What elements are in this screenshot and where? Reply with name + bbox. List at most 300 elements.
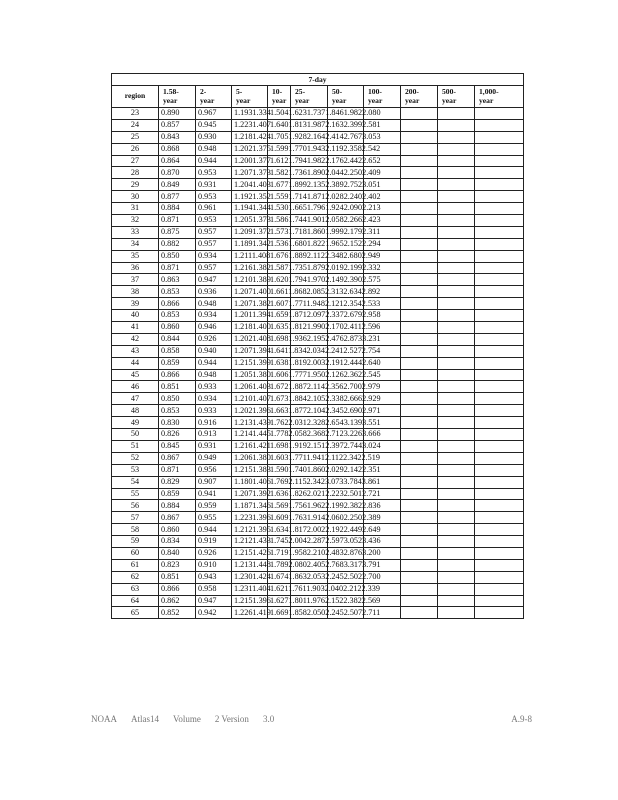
value-cell [438,310,475,322]
value-cell [475,512,524,524]
value-cell [401,488,438,500]
table-row [112,583,524,595]
region-cell: 56 [112,500,159,512]
value-cell: 1.2071.394 [232,345,268,357]
value-cell [401,131,438,143]
value-cell: 0.957 [196,262,232,274]
value-cell: 1.6981.9362.1952.4762.8733.231 [268,333,291,345]
value-cell: 0.823 [159,559,196,571]
table-row [112,143,524,155]
value-cell: 0.843 [159,131,196,143]
value-cell [438,595,475,607]
header-return-period [438,86,475,108]
region-cell: 59 [112,536,159,548]
value-cell [475,345,524,357]
value-cell [475,333,524,345]
value-cell: 1.6201.7941.9702.1492.3902.575 [268,274,291,286]
header-label: year [332,95,347,105]
region-cell: 35 [112,250,159,262]
value-cell [438,298,475,310]
footer-text: Volume [173,714,201,724]
table-row [112,345,524,357]
table-header-row [112,86,524,108]
table-row [112,500,524,512]
value-cell: 0.871 [159,262,196,274]
value-cell [475,452,524,464]
value-cell: 0.840 [159,547,196,559]
table-row [112,262,524,274]
table-title-row [112,74,524,86]
value-cell: 1.6091.7631.9142.0602.2502.389 [268,512,291,524]
value-cell: 1.5301.6651.7961.9242.0902.213 [268,203,291,215]
value-cell: 1.5901.7401.8602.0292.1422.351 [268,464,291,476]
value-cell: 1.2041.403 [232,179,268,191]
value-cell: 0.864 [159,155,196,167]
table-row [112,286,524,298]
value-cell [401,238,438,250]
value-cell: 0.866 [159,369,196,381]
value-cell [401,607,438,619]
value-cell [438,536,475,548]
table-row [112,559,524,571]
value-cell: 0.851 [159,571,196,583]
value-cell [438,476,475,488]
value-cell: 0.852 [159,607,196,619]
value-cell: 1.5041.6231.7371.8461.9822.080 [268,108,291,120]
value-cell [401,167,438,179]
value-cell [438,345,475,357]
header-label: 50- [332,86,343,96]
value-cell: 0.956 [196,464,232,476]
value-cell: 1.5871.7351.8792.0192.1992.332 [268,262,291,274]
value-cell: 1.2051.373 [232,215,268,227]
region-cell: 57 [112,512,159,524]
value-cell: 0.910 [196,559,232,571]
value-cell [438,179,475,191]
region-cell: 31 [112,203,159,215]
value-cell: 1.6631.8772.1042.3452.6902.971 [268,405,291,417]
value-cell: 0.931 [196,179,232,191]
value-cell [401,512,438,524]
value-cell [475,155,524,167]
value-cell: 1.7452.0042.2872.5973.0523.436 [268,536,291,548]
value-cell: 0.850 [159,250,196,262]
value-cell [475,167,524,179]
value-cell: 1.2181.400 [232,322,268,334]
header-return-period [196,86,232,108]
value-cell: 1.2131.439 [232,417,268,429]
value-cell [438,203,475,215]
region-cell: 41 [112,322,159,334]
value-cell [438,440,475,452]
value-cell: 0.944 [196,524,232,536]
table-row [112,191,524,203]
value-cell [438,452,475,464]
value-cell [438,250,475,262]
table-row [112,357,524,369]
region-cell: 38 [112,286,159,298]
table-row [112,536,524,548]
value-cell [475,369,524,381]
value-cell: 1.2131.448 [232,559,268,571]
value-cell: 1.6071.7711.9482.1212.3542.533 [268,298,291,310]
region-cell: 29 [112,179,159,191]
value-cell [438,500,475,512]
value-cell [438,464,475,476]
footer-text: 2 Version [214,714,249,724]
value-cell [475,547,524,559]
value-cell: 1.2021.375 [232,143,268,155]
value-cell: 1.6341.8172.0022.1922.4492.649 [268,524,291,536]
region-cell: 25 [112,131,159,143]
table-row [112,108,524,120]
table-row [112,226,524,238]
value-cell: 1.2061.380 [232,452,268,464]
value-cell: 0.945 [196,119,232,131]
region-cell: 51 [112,440,159,452]
value-cell: 0.830 [159,417,196,429]
value-cell: 0.870 [159,167,196,179]
region-cell: 37 [112,274,159,286]
value-cell [401,583,438,595]
header-label: year [200,95,215,105]
value-cell [438,369,475,381]
header-label: 200- [405,86,419,96]
value-cell: 1.6771.8992.1352.3892.7523.051 [268,179,291,191]
value-cell: 0.934 [196,250,232,262]
value-cell [475,524,524,536]
value-cell: 0.875 [159,226,196,238]
value-cell: 0.953 [196,191,232,203]
value-cell [401,108,438,120]
value-cell: 0.947 [196,274,232,286]
value-cell [401,274,438,286]
value-cell [475,440,524,452]
region-cell: 52 [112,452,159,464]
value-cell [401,547,438,559]
region-cell: 49 [112,417,159,429]
value-cell: 1.7191.9582.2102.4832.8763.200 [268,547,291,559]
table-row [112,215,524,227]
value-cell [401,524,438,536]
value-cell: 1.7782.0582.3682.7123.2263.666 [268,429,291,441]
value-cell [401,191,438,203]
value-cell [475,108,524,120]
value-cell: 0.916 [196,417,232,429]
value-cell: 0.829 [159,476,196,488]
value-cell: 1.6271.8011.9762.1522.3822.569 [268,595,291,607]
value-cell: 1.1891.342 [232,238,268,250]
region-cell: 30 [112,191,159,203]
value-cell: 0.919 [196,536,232,548]
header-return-period [364,86,401,108]
value-cell [475,310,524,322]
value-cell [475,405,524,417]
header-label: year [236,95,251,105]
value-cell: 0.946 [196,322,232,334]
value-cell [401,203,438,215]
value-cell: 0.826 [159,429,196,441]
value-cell [475,179,524,191]
value-cell: 1.2261.419 [232,607,268,619]
value-cell [475,464,524,476]
value-cell [401,536,438,548]
value-cell [438,357,475,369]
value-cell: 0.871 [159,464,196,476]
value-cell: 0.862 [159,595,196,607]
value-cell: 1.6061.7771.9502.1262.3622.545 [268,369,291,381]
value-cell [401,333,438,345]
value-cell: 1.1931.334 [232,108,268,120]
header-return-period [232,86,268,108]
header-label: 10- [272,86,283,96]
value-cell [475,500,524,512]
region-cell: 61 [112,559,159,571]
value-cell [475,238,524,250]
value-cell [401,429,438,441]
region-cell: 27 [112,155,159,167]
value-cell: 1.1871.346 [232,500,268,512]
value-cell [401,381,438,393]
value-cell: 0.860 [159,524,196,536]
region-cell: 43 [112,345,159,357]
value-cell: 1.5361.6801.8221.9652.1522.294 [268,238,291,250]
table-row [112,298,524,310]
value-cell: 1.2151.396 [232,595,268,607]
value-cell [401,250,438,262]
value-cell [475,286,524,298]
region-cell: 60 [112,547,159,559]
value-cell [438,559,475,571]
value-cell: 0.859 [159,488,196,500]
value-cell: 0.834 [159,536,196,548]
region-cell: 34 [112,238,159,250]
value-cell: 1.2071.392 [232,488,268,500]
value-cell: 1.6741.8632.0532.2452.5022.700 [268,571,291,583]
value-cell: 0.957 [196,238,232,250]
table-row [112,369,524,381]
value-cell: 1.5591.7141.8712.0282.2402.402 [268,191,291,203]
value-cell [438,607,475,619]
header-label: year [405,95,420,105]
value-cell: 1.2011.394 [232,310,268,322]
value-cell: 0.853 [159,286,196,298]
value-cell: 1.6721.8872.1142.3562.7002.979 [268,381,291,393]
table-row [112,131,524,143]
value-cell [401,298,438,310]
value-cell: 1.2311.404 [232,583,268,595]
value-cell [475,607,524,619]
value-cell [401,559,438,571]
region-cell: 63 [112,583,159,595]
table-row [112,429,524,441]
value-cell [438,429,475,441]
value-cell: 1.6381.8192.0032.1912.4442.640 [268,357,291,369]
value-cell: 1.2061.403 [232,381,268,393]
value-cell: 1.7622.0312.3282.6543.1393.551 [268,417,291,429]
value-cell [438,167,475,179]
value-cell: 1.2151.426 [232,547,268,559]
value-cell [401,119,438,131]
value-cell [475,203,524,215]
value-cell: 0.953 [196,167,232,179]
value-cell: 1.6121.7941.9822.1762.4422.652 [268,155,291,167]
table-row [112,203,524,215]
value-cell: 0.866 [159,583,196,595]
header-label: year [442,95,457,105]
value-cell [401,440,438,452]
table-row [112,310,524,322]
value-cell [475,262,524,274]
header-label: year [368,95,383,105]
value-cell: 0.860 [159,322,196,334]
table-row [112,524,524,536]
region-cell: 46 [112,381,159,393]
value-cell: 0.884 [159,500,196,512]
value-cell: 0.934 [196,310,232,322]
value-cell [401,155,438,167]
value-cell: 0.871 [159,215,196,227]
value-cell: 1.2161.382 [232,262,268,274]
precipitation-frequency-table [111,73,524,619]
value-cell: 0.953 [196,215,232,227]
value-cell [438,381,475,393]
value-cell: 1.6211.7611.9032.0402.2122.339 [268,583,291,595]
value-cell [438,547,475,559]
table-row [112,417,524,429]
table-row [112,274,524,286]
region-cell: 55 [112,488,159,500]
table-row [112,119,524,131]
value-cell [438,119,475,131]
value-cell: 1.2101.407 [232,393,268,405]
table-row [112,595,524,607]
value-cell: 0.947 [196,595,232,607]
value-cell: 1.2181.424 [232,131,268,143]
header-return-period [159,86,196,108]
value-cell [438,333,475,345]
value-cell [475,488,524,500]
value-cell: 0.868 [159,143,196,155]
value-cell: 1.7051.9282.1642.4142.7673.053 [268,131,291,143]
value-cell: 0.913 [196,429,232,441]
value-cell: 0.944 [196,155,232,167]
value-cell: 1.6731.8842.1052.3382.6662.929 [268,393,291,405]
value-cell: 1.2101.389 [232,274,268,286]
value-cell: 1.1941.344 [232,203,268,215]
value-cell [475,595,524,607]
value-cell [475,322,524,334]
value-cell: 0.944 [196,357,232,369]
value-cell [475,381,524,393]
value-cell: 0.948 [196,143,232,155]
region-cell: 26 [112,143,159,155]
value-cell: 1.7692.1152.3423.0733.7843.861 [268,476,291,488]
header-return-period [268,86,291,108]
value-cell: 1.6351.8121.9902.1702.4112.596 [268,322,291,334]
value-cell [401,179,438,191]
value-cell [438,215,475,227]
header-region [112,86,159,108]
region-cell: 58 [112,524,159,536]
value-cell: 0.857 [159,119,196,131]
region-cell: 64 [112,595,159,607]
value-cell: 0.859 [159,357,196,369]
table-row [112,179,524,191]
value-cell: 1.6611.8682.0852.3132.6342.892 [268,286,291,298]
value-cell [475,571,524,583]
table-row [112,393,524,405]
value-cell [438,226,475,238]
region-cell: 50 [112,429,159,441]
value-cell [401,571,438,583]
region-cell: 65 [112,607,159,619]
value-cell: 1.5691.7561.9622.1992.3822.836 [268,500,291,512]
table-row [112,333,524,345]
value-cell: 0.931 [196,440,232,452]
header-return-period [401,86,438,108]
table-row [112,571,524,583]
table-row [112,155,524,167]
value-cell: 1.7892.0802.4052.7683.3173.791 [268,559,291,571]
footer-left [91,714,288,724]
table-title: 7-day [112,74,524,86]
value-cell: 1.6361.8262.0212.2232.5012.721 [268,488,291,500]
value-cell [475,119,524,131]
table-row [112,238,524,250]
value-cell: 0.844 [159,333,196,345]
header-label: region [124,91,146,101]
value-cell: 1.6591.8712.0972.3372.6792.958 [268,310,291,322]
table-row [112,440,524,452]
table-row [112,488,524,500]
table-row [112,512,524,524]
value-cell: 1.5861.7441.9012.0582.2662.423 [268,215,291,227]
value-cell: 0.850 [159,393,196,405]
value-cell: 0.933 [196,405,232,417]
value-cell: 0.959 [196,500,232,512]
value-cell [475,250,524,262]
header-return-period [475,86,524,108]
value-cell: 0.890 [159,108,196,120]
value-cell: 0.867 [159,452,196,464]
value-cell [401,500,438,512]
value-cell: 1.2301.424 [232,571,268,583]
value-cell: 0.958 [196,583,232,595]
value-cell: 1.6981.9192.1512.3972.7443.024 [268,440,291,452]
header-label: 25- [295,86,306,96]
region-cell: 47 [112,393,159,405]
value-cell: 1.2151.383 [232,464,268,476]
value-cell [475,298,524,310]
value-cell [475,583,524,595]
value-cell [438,488,475,500]
header-label: 100- [368,86,382,96]
region-cell: 23 [112,108,159,120]
table-row [112,322,524,334]
value-cell [401,310,438,322]
value-cell: 0.955 [196,512,232,524]
value-cell: 1.2121.433 [232,536,268,548]
header-label: year [479,95,494,105]
value-cell: 0.926 [196,333,232,345]
footer-text: NOAA [91,714,117,724]
value-cell: 1.5731.7181.8601.9992.1792.311 [268,226,291,238]
value-cell: 1.6761.8892.1122.3482.6802.949 [268,250,291,262]
region-cell: 44 [112,357,159,369]
value-cell: 0.853 [159,405,196,417]
value-cell: 0.930 [196,131,232,143]
